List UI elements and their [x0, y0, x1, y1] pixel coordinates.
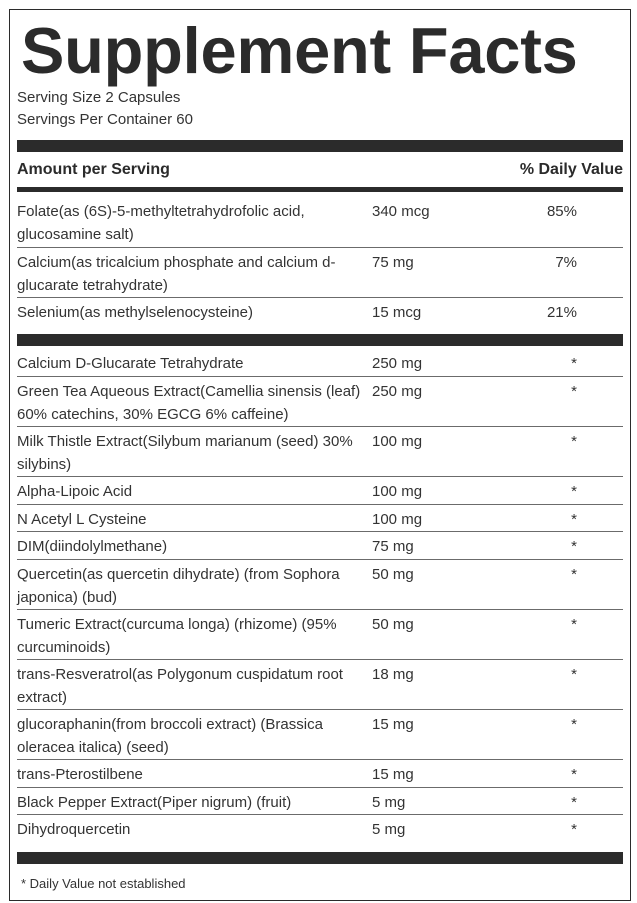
ingredient-row: [17, 660, 623, 710]
ingredient-row: [17, 710, 623, 760]
ingredient-daily-value: *: [571, 483, 577, 500]
serving-size: Serving Size 2 Capsules: [17, 89, 181, 106]
ingredient-amount: 50 mg: [372, 616, 414, 633]
ingredient-name: Alpha-Lipoic Acid: [17, 483, 133, 500]
header-daily-value: % Daily Value: [519, 161, 623, 178]
ingredient-amount: 75 mg: [372, 538, 414, 555]
ingredient-daily-value: *: [571, 383, 577, 400]
ingredient-daily-value: *: [571, 511, 577, 528]
ingredient-name: Calcium(as tricalcium phosphate and calcium d-glucarate tetrahydrate): [17, 254, 336, 294]
ingredient-amount: 75 mg: [372, 254, 414, 271]
ingredient-daily-value: *: [571, 716, 577, 733]
ingredient-daily-value: *: [571, 566, 577, 583]
ingredient-amount: 340 mcg: [372, 203, 430, 220]
ingredient-name: Folate(as (6S)-5-methyltetrahydrofolic acid, glucosamine salt): [17, 203, 305, 243]
ingredient-row: [17, 477, 623, 505]
ingredient-row: [17, 532, 623, 560]
ingredient-name: Milk Thistle Extract(Silybum marianum (seed) 30% silybins): [17, 433, 353, 473]
ingredient-daily-value: *: [571, 433, 577, 450]
ingredient-name: Tumeric Extract(curcuma longa) (rhizome) (95% curcuminoids): [17, 616, 337, 656]
footnote: * Daily Value not established: [21, 876, 186, 891]
ingredient-daily-value: *: [571, 666, 577, 683]
ingredient-amount: 15 mg: [372, 716, 414, 733]
ingredient-name: glucoraphanin(from broccoli extract) (Brassica oleracea italica) (seed): [17, 716, 323, 756]
column-header: [17, 159, 623, 185]
ingredient-daily-value: *: [571, 821, 577, 838]
ingredient-row: [17, 349, 623, 377]
divider-thick-bottom: [17, 852, 623, 864]
ingredient-name: N Acetyl L Cysteine: [17, 511, 147, 528]
ingredient-name: Selenium(as methylselenocysteine): [17, 304, 253, 321]
ingredient-row: [17, 197, 623, 248]
panel-title: Supplement Facts: [21, 14, 578, 87]
ingredient-amount: 18 mg: [372, 666, 414, 683]
ingredient-daily-value: *: [571, 355, 577, 372]
ingredient-name: Black Pepper Extract(Piper nigrum) (fruit): [17, 794, 292, 811]
supplement-facts-panel: [9, 9, 631, 901]
ingredient-daily-value: *: [571, 794, 577, 811]
ingredient-amount: 100 mg: [372, 483, 423, 500]
ingredient-name: DIM(diindolylmethane): [17, 538, 168, 555]
divider-thick-middle: [17, 334, 623, 346]
ingredient-row: [17, 610, 623, 660]
ingredient-row: [17, 248, 623, 298]
ingredient-amount: 250 mg: [372, 383, 423, 400]
ingredient-daily-value: 7%: [555, 254, 577, 271]
ingredient-name: trans-Resveratrol(as Polygonum cuspidatum root extract): [17, 666, 343, 706]
ingredient-row: [17, 427, 623, 477]
ingredient-amount: 50 mg: [372, 566, 414, 583]
divider-thick-top: [17, 140, 623, 152]
ingredient-row: [17, 760, 623, 788]
header-amount-per-serving: Amount per Serving: [17, 161, 170, 178]
ingredient-name: trans-Pterostilbene: [17, 766, 143, 783]
ingredient-row: [17, 815, 623, 843]
ingredient-row: [17, 788, 623, 815]
servings-per-container: Servings Per Container 60: [17, 111, 193, 128]
ingredient-amount: 100 mg: [372, 511, 423, 528]
ingredient-amount: 5 mg: [372, 794, 406, 811]
ingredient-row: [17, 298, 623, 326]
ingredient-name: Calcium D-Glucarate Tetrahydrate: [17, 355, 244, 372]
divider-header: [17, 187, 623, 192]
ingredient-daily-value: 85%: [546, 203, 577, 220]
ingredient-name: Quercetin(as quercetin dihydrate) (from Sophora japonica) (bud): [17, 566, 340, 606]
ingredient-daily-value: *: [571, 766, 577, 783]
ingredient-amount: 15 mcg: [372, 304, 422, 321]
ingredient-daily-value: 21%: [546, 304, 577, 321]
ingredient-row: [17, 377, 623, 427]
ingredient-amount: 250 mg: [372, 355, 423, 372]
ingredient-row: [17, 505, 623, 532]
ingredient-row: [17, 560, 623, 610]
ingredient-name: Green Tea Aqueous Extract(Camellia sinensis (leaf) 60% catechins, 30% EGCG 6% caffeine): [17, 383, 361, 423]
ingredient-amount: 5 mg: [372, 821, 406, 838]
ingredient-daily-value: *: [571, 616, 577, 633]
ingredient-daily-value: *: [571, 538, 577, 555]
ingredient-amount: 100 mg: [372, 433, 423, 450]
ingredient-amount: 15 mg: [372, 766, 414, 783]
ingredient-name: Dihydroquercetin: [17, 821, 131, 838]
